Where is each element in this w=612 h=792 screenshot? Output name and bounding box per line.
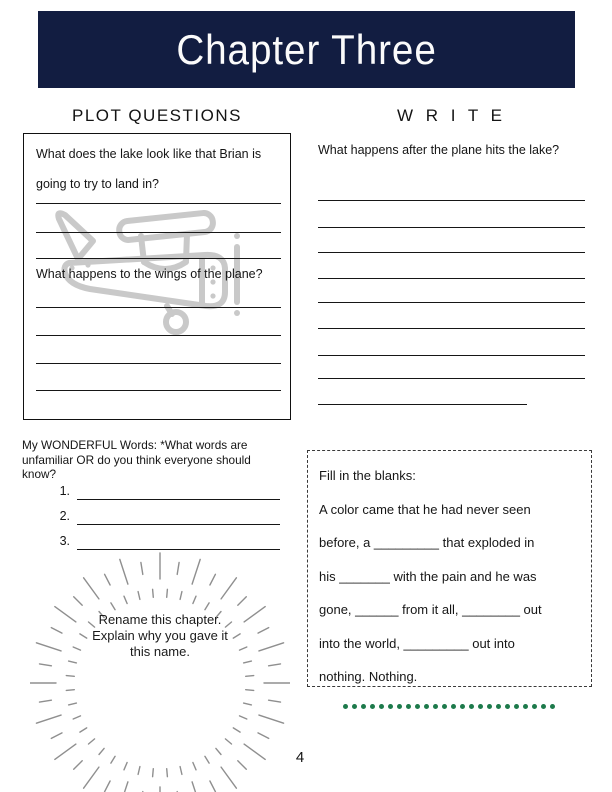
- writing-line: [36, 232, 281, 233]
- fill-in-blanks-text: A color came that he had never seen: [319, 501, 531, 517]
- writing-line: [318, 404, 527, 405]
- green-dot: [424, 704, 429, 709]
- writing-line: [36, 390, 281, 391]
- sunburst-icon: [30, 550, 290, 792]
- wonderful-words-prompt: My WONDERFUL Words: *What words are unfamiliar OR do you think everyone should know?: [22, 438, 251, 481]
- fill-in-blanks-text: before, a _________ that exploded in: [319, 535, 535, 550]
- fill-in-blanks-text: his _______ with the pain and he was: [319, 568, 537, 584]
- writing-line: [36, 307, 281, 308]
- word-number: 1.: [59, 484, 70, 498]
- green-dot: [487, 704, 492, 709]
- green-dot: [415, 704, 420, 709]
- green-dot: [406, 704, 411, 709]
- green-dot: [469, 704, 474, 709]
- writing-line: [36, 203, 281, 204]
- plot-question-1: What does the lake look like that Brian is going to try to land in?: [36, 147, 262, 191]
- green-dot: [370, 704, 375, 709]
- green-dot: [541, 704, 546, 709]
- writing-line: [318, 328, 585, 329]
- plane-wheel: [166, 312, 186, 332]
- sunburst-circle: [30, 550, 290, 792]
- plot-questions-box: [23, 133, 291, 420]
- writing-line: [318, 227, 585, 228]
- green-dot: [460, 704, 465, 709]
- writing-line: [318, 355, 585, 356]
- green-dot: [433, 704, 438, 709]
- green-dot: [397, 704, 402, 709]
- write-question: What happens after the plane hits the lake?: [318, 143, 560, 157]
- plot-questions-heading: PLOT QUESTIONS: [72, 106, 242, 125]
- fill-in-blanks-text: into the world, _________ out into: [319, 635, 515, 651]
- plane-tail: [58, 213, 93, 259]
- word-number: 3.: [59, 534, 70, 548]
- write-heading: W R I T E: [396, 106, 507, 125]
- green-dot: [379, 704, 384, 709]
- green-dot: [496, 704, 501, 709]
- green-dot: [514, 704, 519, 709]
- fill-in-blanks-text: gone, ______ from it all, ________ out: [319, 602, 542, 617]
- green-dot: [523, 704, 528, 709]
- writing-line: [318, 302, 585, 303]
- green-dot: [442, 704, 447, 709]
- green-dot: [478, 704, 483, 709]
- green-dot: [343, 704, 348, 709]
- green-dot: [451, 704, 456, 709]
- green-dot: [352, 704, 357, 709]
- green-dot: [505, 704, 510, 709]
- green-dot: [361, 704, 366, 709]
- writing-line: [36, 335, 281, 336]
- fill-in-blanks-title: Fill in the blanks:: [319, 468, 416, 483]
- writing-line: [318, 200, 585, 201]
- green-dot: [388, 704, 393, 709]
- fill-in-blanks-text: nothing. Nothing.: [319, 669, 418, 684]
- writing-line: [318, 252, 585, 253]
- writing-line: [77, 499, 280, 500]
- rename-line-1: Rename this chapter.: [98, 612, 222, 627]
- page-number: 4: [295, 749, 305, 766]
- green-dot: [550, 704, 555, 709]
- fill-in-blanks-box: [307, 450, 592, 687]
- writing-line: [318, 378, 585, 379]
- rename-line-3: this name.: [130, 644, 190, 659]
- writing-line: [318, 278, 585, 279]
- rename-line-2: Explain why you gave it: [92, 628, 228, 643]
- writing-line: [36, 363, 281, 364]
- word-number: 2.: [59, 509, 70, 523]
- plane-wing: [118, 212, 213, 241]
- rename-chapter-prompt: [78, 612, 242, 660]
- plot-question-2: What happens to the wings of the plane?: [36, 267, 263, 281]
- chapter-banner: [38, 11, 575, 88]
- green-dot: [532, 704, 537, 709]
- chapter-title: Chapter Three: [176, 25, 437, 73]
- writing-line: [77, 524, 280, 525]
- green-dots-row: [343, 704, 557, 709]
